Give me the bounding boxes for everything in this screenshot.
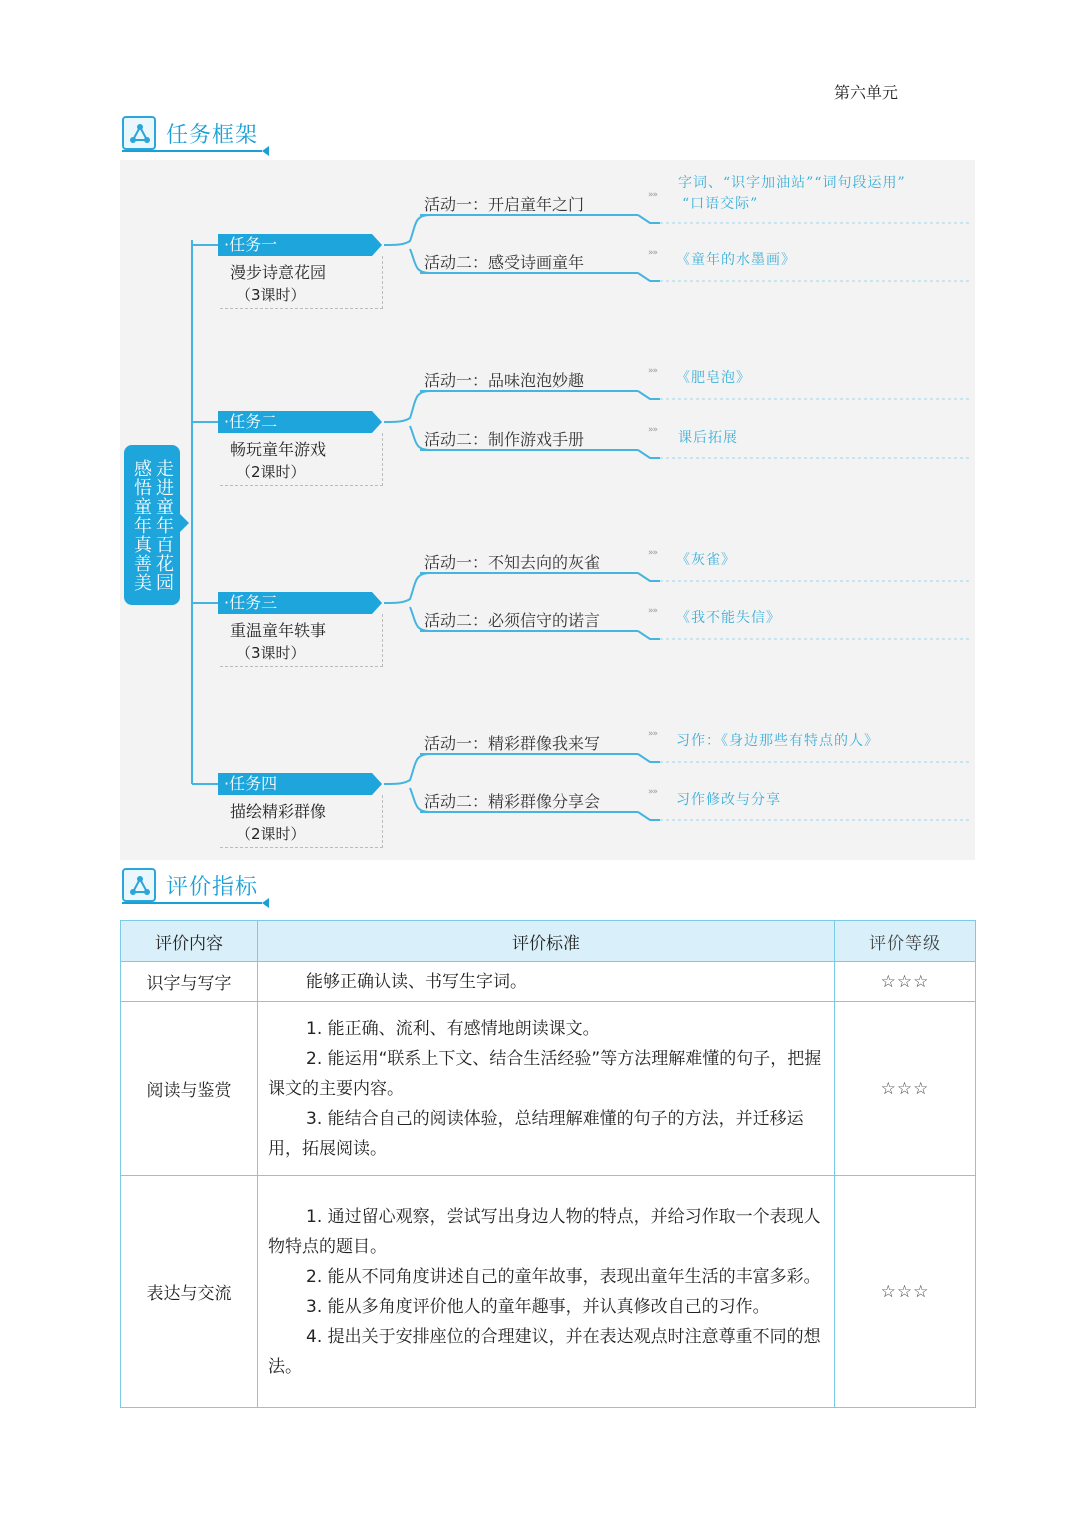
table-row — [121, 1002, 976, 1176]
task-4-activity-2-marker: »» — [648, 787, 658, 797]
task-2-hours: （2课时） — [236, 463, 306, 481]
header-criteria: 评价标准 — [258, 921, 835, 962]
task-4 — [218, 773, 384, 853]
criteria-item: 2. 能从不同角度讲述自己的童年故事，表现出童年生活的丰富多彩。 — [306, 1266, 821, 1287]
task-2-activity-1-marker: »» — [648, 366, 658, 376]
task-1-hours: （3课时） — [236, 286, 306, 304]
row-criteria — [258, 1002, 835, 1176]
header-rating: 评价等级 — [835, 921, 976, 962]
task-3-activity-2-note: 《我不能失信》 — [676, 610, 781, 626]
task-4-name: 描绘精彩群像 — [230, 802, 327, 821]
task-1-tag: ·任务一 — [218, 234, 372, 256]
task-3-activity-1-label: 活动一：不知去向的灰雀 — [424, 553, 601, 572]
network-icon — [122, 868, 156, 902]
task-1-activity-1-note: 字词、“识字加油站”“词句段运用” — [678, 175, 906, 191]
row-rating: ☆☆☆ — [835, 1176, 976, 1408]
task-4-hours: （2课时） — [236, 825, 306, 843]
criteria-item: 1. 通过留心观察，尝试写出身边人物的特点，并给习作取一个表现人物特点的题目。 — [268, 1206, 821, 1257]
row-content: 阅读与鉴赏 — [121, 1002, 258, 1176]
task-1 — [218, 234, 384, 314]
row-rating: ☆☆☆ — [835, 1002, 976, 1176]
title-underline — [122, 150, 262, 152]
title-underline — [122, 902, 262, 904]
task-3-activity-1-note: 《灰雀》 — [676, 552, 736, 568]
task-2-tag: ·任务二 — [218, 411, 372, 433]
task-3-hours: （3课时） — [236, 644, 306, 662]
criteria-item: 3. 能从多角度评价他人的童年趣事，并认真修改自己的习作。 — [306, 1296, 770, 1317]
task-3 — [218, 592, 384, 672]
title-arrow — [262, 146, 269, 156]
task-1-activity-2-label: 活动二：感受诗画童年 — [424, 253, 585, 272]
task-2-activity-2-marker: »» — [648, 425, 658, 435]
evaluation-title: 评价指标 — [166, 875, 259, 900]
criteria-item: 2. 能运用“联系上下文、结合生活经验”等方法理解难懂的句子，把握课文的主要内容。 — [268, 1048, 822, 1099]
task-2-activity-2-label: 活动二：制作游戏手册 — [424, 430, 585, 449]
criteria-item: 能够正确认读、书写生字词。 — [306, 971, 527, 992]
table-row — [121, 962, 976, 1002]
criteria-item: 1. 能正确、流利、有感情地朗读课文。 — [306, 1018, 600, 1039]
criteria-item: 4. 提出关于安排座位的合理建议，并在表达观点时注意尊重不同的想法。 — [268, 1326, 821, 1377]
task-2 — [218, 411, 384, 491]
task-4-tag: ·任务四 — [218, 773, 372, 795]
task-3-activity-1-marker: »» — [648, 548, 658, 558]
task-1-activity-1-label: 活动一：开启童年之门 — [424, 195, 585, 214]
task-4-body — [220, 795, 383, 848]
row-rating: ☆☆☆ — [835, 962, 976, 1002]
evaluation-table — [120, 920, 976, 1408]
row-content: 识字与写字 — [121, 962, 258, 1002]
task-1-activity-2-marker: »» — [648, 248, 658, 258]
root-theme-line-2: 感悟童年真善美 — [131, 459, 152, 592]
table-header-row — [121, 921, 976, 962]
task-4-activity-1-marker: »» — [648, 729, 658, 739]
task-1-activity-1-note-line-2: “口语交际” — [682, 196, 759, 212]
task-3-activity-2-label: 活动二：必须信守的诺言 — [424, 611, 601, 630]
row-criteria — [258, 1176, 835, 1408]
framework-title: 任务框架 — [166, 123, 259, 148]
table-row — [121, 1176, 976, 1408]
root-theme-line-1: 走进童年百花园 — [153, 459, 174, 592]
task-3-activity-2-marker: »» — [648, 606, 658, 616]
task-2-name: 畅玩童年游戏 — [230, 440, 327, 459]
task-3-tag: ·任务三 — [218, 592, 372, 614]
task-1-activity-1-marker: »» — [648, 190, 658, 200]
task-2-activity-1-note: 《肥皂泡》 — [676, 370, 751, 386]
task-4-activity-2-note: 习作修改与分享 — [676, 792, 781, 808]
row-content: 表达与交流 — [121, 1176, 258, 1408]
task-4-activity-1-label: 活动一：精彩群像我来写 — [424, 734, 601, 753]
task-1-activity-2-note: 《童年的水墨画》 — [676, 252, 796, 268]
title-arrow — [262, 898, 269, 908]
task-4-activity-2-label: 活动二：精彩群像分享会 — [424, 792, 601, 811]
row-criteria — [258, 962, 835, 1002]
task-2-activity-2-note: 课后拓展 — [678, 430, 738, 446]
task-3-name: 重温童年轶事 — [230, 621, 327, 640]
task-3-body — [220, 614, 383, 667]
task-1-name: 漫步诗意花园 — [230, 263, 327, 282]
task-4-activity-1-note: 习作：《身边那些有特点的人》 — [676, 733, 879, 749]
root-theme — [124, 445, 180, 605]
task-1-body — [220, 256, 383, 309]
network-icon — [122, 116, 156, 150]
task-framework-mindmap — [120, 160, 975, 860]
header-content: 评价内容 — [121, 921, 258, 962]
root-notch — [179, 513, 189, 533]
criteria-item: 3. 能结合自己的阅读体验，总结理解难懂的句子的方法，并迁移运用，拓展阅读。 — [268, 1108, 804, 1159]
unit-label: 第六单元 — [834, 83, 899, 102]
task-2-body — [220, 433, 383, 486]
task-2-activity-1-label: 活动一：品味泡泡妙趣 — [424, 371, 585, 390]
